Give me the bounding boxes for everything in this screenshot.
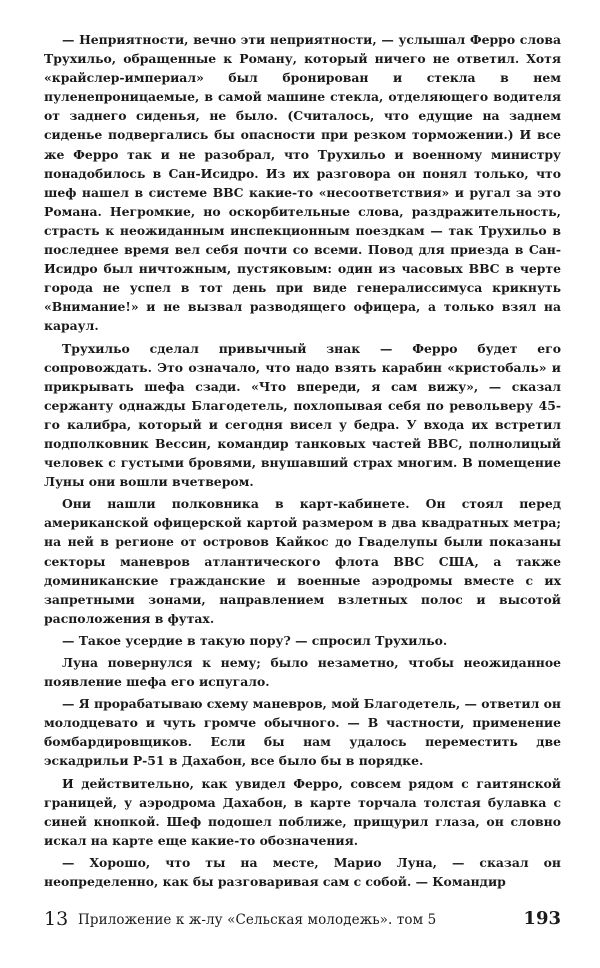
paragraph-4: — Такое усердие в такую пору? — спросил Трухильо. (62, 632, 448, 648)
page-body (44, 30, 561, 891)
paragraph-7: И действительно, как увидел Ферро, совсем рядом с гаитянской границей, у аэродрома Дахабон, в карте торчала толстая булавка с синей кнопкой. Шеф подошел поближе, прищурил глаза, он словно искал на карте еще какие-то обозначения. (44, 775, 561, 848)
signature-number: 13 (44, 908, 69, 930)
paragraph-6: — Я прорабатываю схему маневров, мой Благодетель, — ответил он молодцевато и чуть громче обычного. — В частности, применение бомбардировщиков. Если бы нам удалось переместить две эскадрильи Р-51 в Дахабон, все было бы в порядке. (44, 696, 561, 769)
paragraph-2: Трухильо сделал привычный знак — Ферро будет его сопровождать. Это означало, что надо взять карабин «кристобаль» и прикрывать шефа сзади. «Что впереди, я сам вижу», — сказал сержанту однажды Благодетель, похлопывая себя по револьверу 45-го калибра, который и сегодня висел у бедра. У входа их встретил подполковник Вессин, командир танковых частей ВВС, полнолицый человек с густыми бровями, внушавший страх многим. В помещение Луны они вошли вчетвером. (44, 340, 561, 490)
paragraph-1: — Неприятности, вечно эти неприятности, — услышал Ферро слова Трухильо, обращенные к Роману, который ничего не ответил. Хотя «крайслер-империал» был бронирован и стекла в нем пуленепроницаемые, в самой машине стекла, отделяющего водителя от заднего сиденья, не было. (Считалось, что едущие на заднем сиденье подвергались бы опасности при резком торможении.) И все же Ферро так и не разобрал, что Трухильо и военному министру понадобилось в Сан-Исидро. Из их разговора он понял только, что шеф нашел в системе ВВС какие-то «несоответствия» и ругал за это Романа. Негромкие, но оскорбительные слова, раздражительность, страсть к неожиданным инспекционным поездкам — так Трухильо в последнее время вел себя почти со всеми. Повод для приезда в Сан-Исидро был ничтожным, пустяковым: один из часовых ВВС в черте города не успел в тот день при виде генералиссимуса крикнуть «Внимание!» и не вызвал разводящего офицера, а только взял на караул. (44, 32, 561, 334)
page-footer (44, 906, 561, 936)
journal-title: Приложение к ж-лу «Сельская молодежь». том 5 (78, 912, 437, 928)
paragraph-5: Луна повернулся к нему; было незаметно, чтобы неожиданное появление шефа его испугало. (44, 655, 561, 690)
paragraph-3: Они нашли полковника в карт-кабинете. Он стоял перед американской офицерской картой размером в два квадратных метра; на ней в регионе от островов Кайкос до Гваделупы были показаны секторы маневров атлантического флота ВВС США, а также доминиканские гражданские и военные аэродромы вместе с их запретными зонами, направлением взлетных полос и высотой расположения в футах. (44, 496, 561, 626)
page-number: 193 (523, 908, 561, 929)
paragraph-8: — Хорошо, что ты на месте, Марио Луна, — сказал он неопределенно, как бы разговаривая сам с собой. — Командир (44, 854, 561, 890)
